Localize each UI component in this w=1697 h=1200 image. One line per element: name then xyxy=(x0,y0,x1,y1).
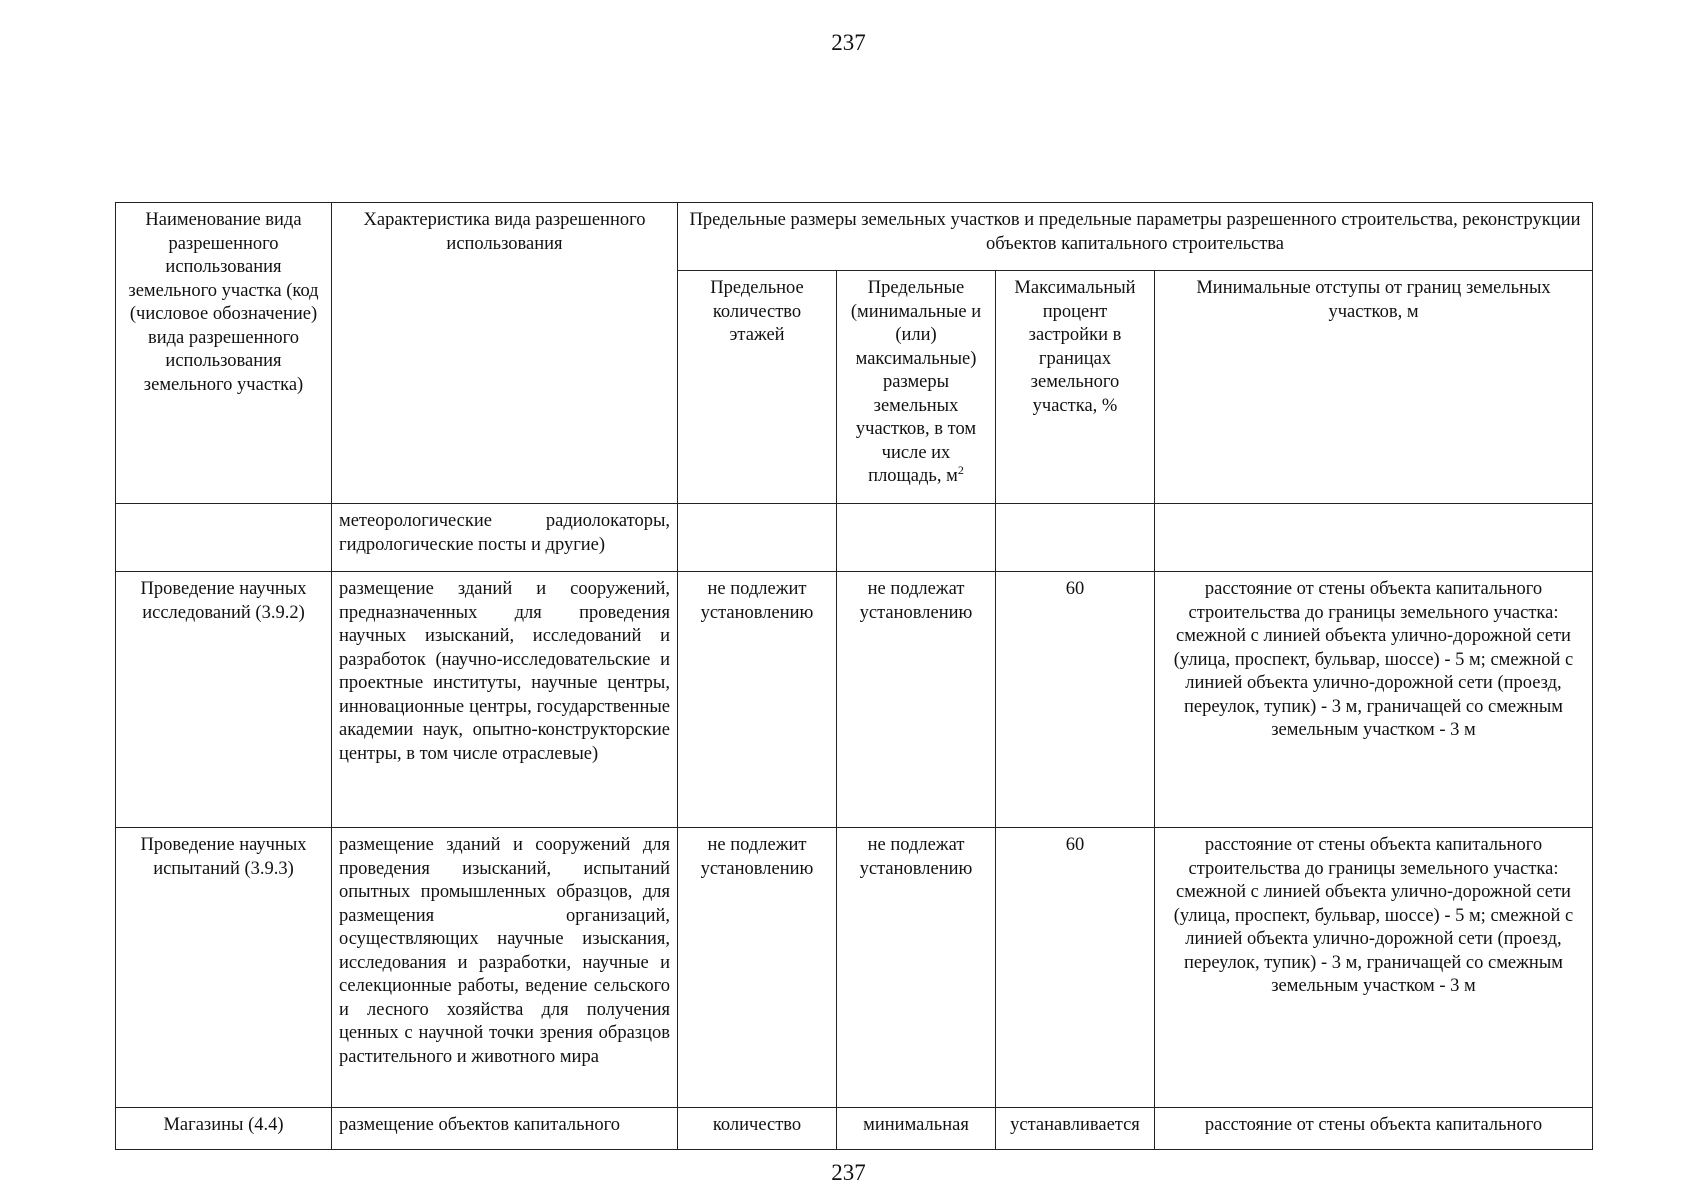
row-setbacks-cell xyxy=(1155,504,1593,572)
row-sizes-cell: не подлежат установлению xyxy=(837,828,996,1108)
row-floors-cell: количество xyxy=(678,1108,837,1150)
table-row xyxy=(116,828,1593,1108)
row-setbacks-cell: расстояние от стены объекта капитального xyxy=(1155,1108,1593,1150)
row-floors-cell: не подлежит установлению xyxy=(678,828,837,1108)
page-number-bottom: 237 xyxy=(831,1160,866,1185)
header-characteristic-cell: Характеристика вида разрешенного использования xyxy=(332,203,678,504)
table-row xyxy=(116,572,1593,828)
row-characteristic-cell: размещение зданий и сооружений для проведения изысканий, испытаний опытных промышленных образцов, для размещения организаций, осуществляющих научные изыскания, исследования и разработки, научные и селекционные работы, ведение сельского и лесного хозяйства для получения ценных с научной точки зрения образцов растительного и животного мира xyxy=(332,828,678,1108)
row-setbacks-cell: расстояние от стены объекта капитального строительства до границы земельного участка: смежной с линией объекта улично-дорожной сети (улица, проспект, бульвар, шоссе) - 5 м; смежной с линией объекта улично-дорожной сети (проезд, переулок, тупик) - 3 м, граничащей со смежным земельным участком - 3 м xyxy=(1155,828,1593,1108)
header-limits-group-cell: Предельные размеры земельных участков и предельные параметры разрешенного строительства, реконструкции объектов капитального строительства xyxy=(678,203,1593,271)
row-floors-cell xyxy=(678,504,837,572)
row-floors-cell: не подлежит установлению xyxy=(678,572,837,828)
row-sizes-cell: минимальная xyxy=(837,1108,996,1150)
header-sizes-text: Предельные (минимальные и (или) максимальные) размеры земельных участков, в том числе их площадь, м xyxy=(850,278,982,486)
header-name-cell: Наименование вида разрешенного использования земельного участка (код (числовое обозначение) вида разрешенного использования земельного участка) xyxy=(116,203,332,504)
row-coverage-cell xyxy=(996,504,1155,572)
header-setbacks-cell: Минимальные отступы от границ земельных участков, м xyxy=(1155,271,1593,504)
land-use-regulations-table xyxy=(115,202,1593,1150)
row-name-cell: Проведение научных исследований (3.9.2) xyxy=(116,572,332,828)
header-sizes-superscript: 2 xyxy=(957,462,964,477)
header-floors-cell: Предельное количество этажей xyxy=(678,271,837,504)
table-row xyxy=(116,1108,1593,1150)
row-characteristic-cell: метеорологические радиолокаторы, гидрологические посты и другие) xyxy=(332,504,678,572)
row-setbacks-cell: расстояние от стены объекта капитального строительства до границы земельного участка: смежной с линией объекта улично-дорожной сети (улица, проспект, бульвар, шоссе) - 5 м; смежной с линией объекта улично-дорожной сети (проезд, переулок, тупик) - 3 м, граничащей со смежным земельным участком - 3 м xyxy=(1155,572,1593,828)
row-coverage-cell: 60 xyxy=(996,828,1155,1108)
row-sizes-cell: не подлежат установлению xyxy=(837,572,996,828)
header-coverage-cell: Максимальный процент застройки в границах земельного участка, % xyxy=(996,271,1155,504)
page-number-top: 237 xyxy=(831,30,866,55)
row-characteristic-cell: размещение объектов капитального xyxy=(332,1108,678,1150)
table-header-row-1 xyxy=(116,203,1593,271)
header-sizes-cell xyxy=(837,271,996,504)
row-coverage-cell: 60 xyxy=(996,572,1155,828)
row-sizes-cell xyxy=(837,504,996,572)
row-name-cell: Проведение научных испытаний (3.9.3) xyxy=(116,828,332,1108)
row-coverage-cell: устанавливается xyxy=(996,1108,1155,1150)
row-name-cell xyxy=(116,504,332,572)
row-name-cell: Магазины (4.4) xyxy=(116,1108,332,1150)
row-characteristic-cell: размещение зданий и сооружений, предназначенных для проведения научных изысканий, исследований и разработок (научно-исследовательские и проектные институты, научные центры, инновационные центры, государственные академии наук, опытно-конструкторские центры, в том числе отраслевые) xyxy=(332,572,678,828)
table-row xyxy=(116,504,1593,572)
